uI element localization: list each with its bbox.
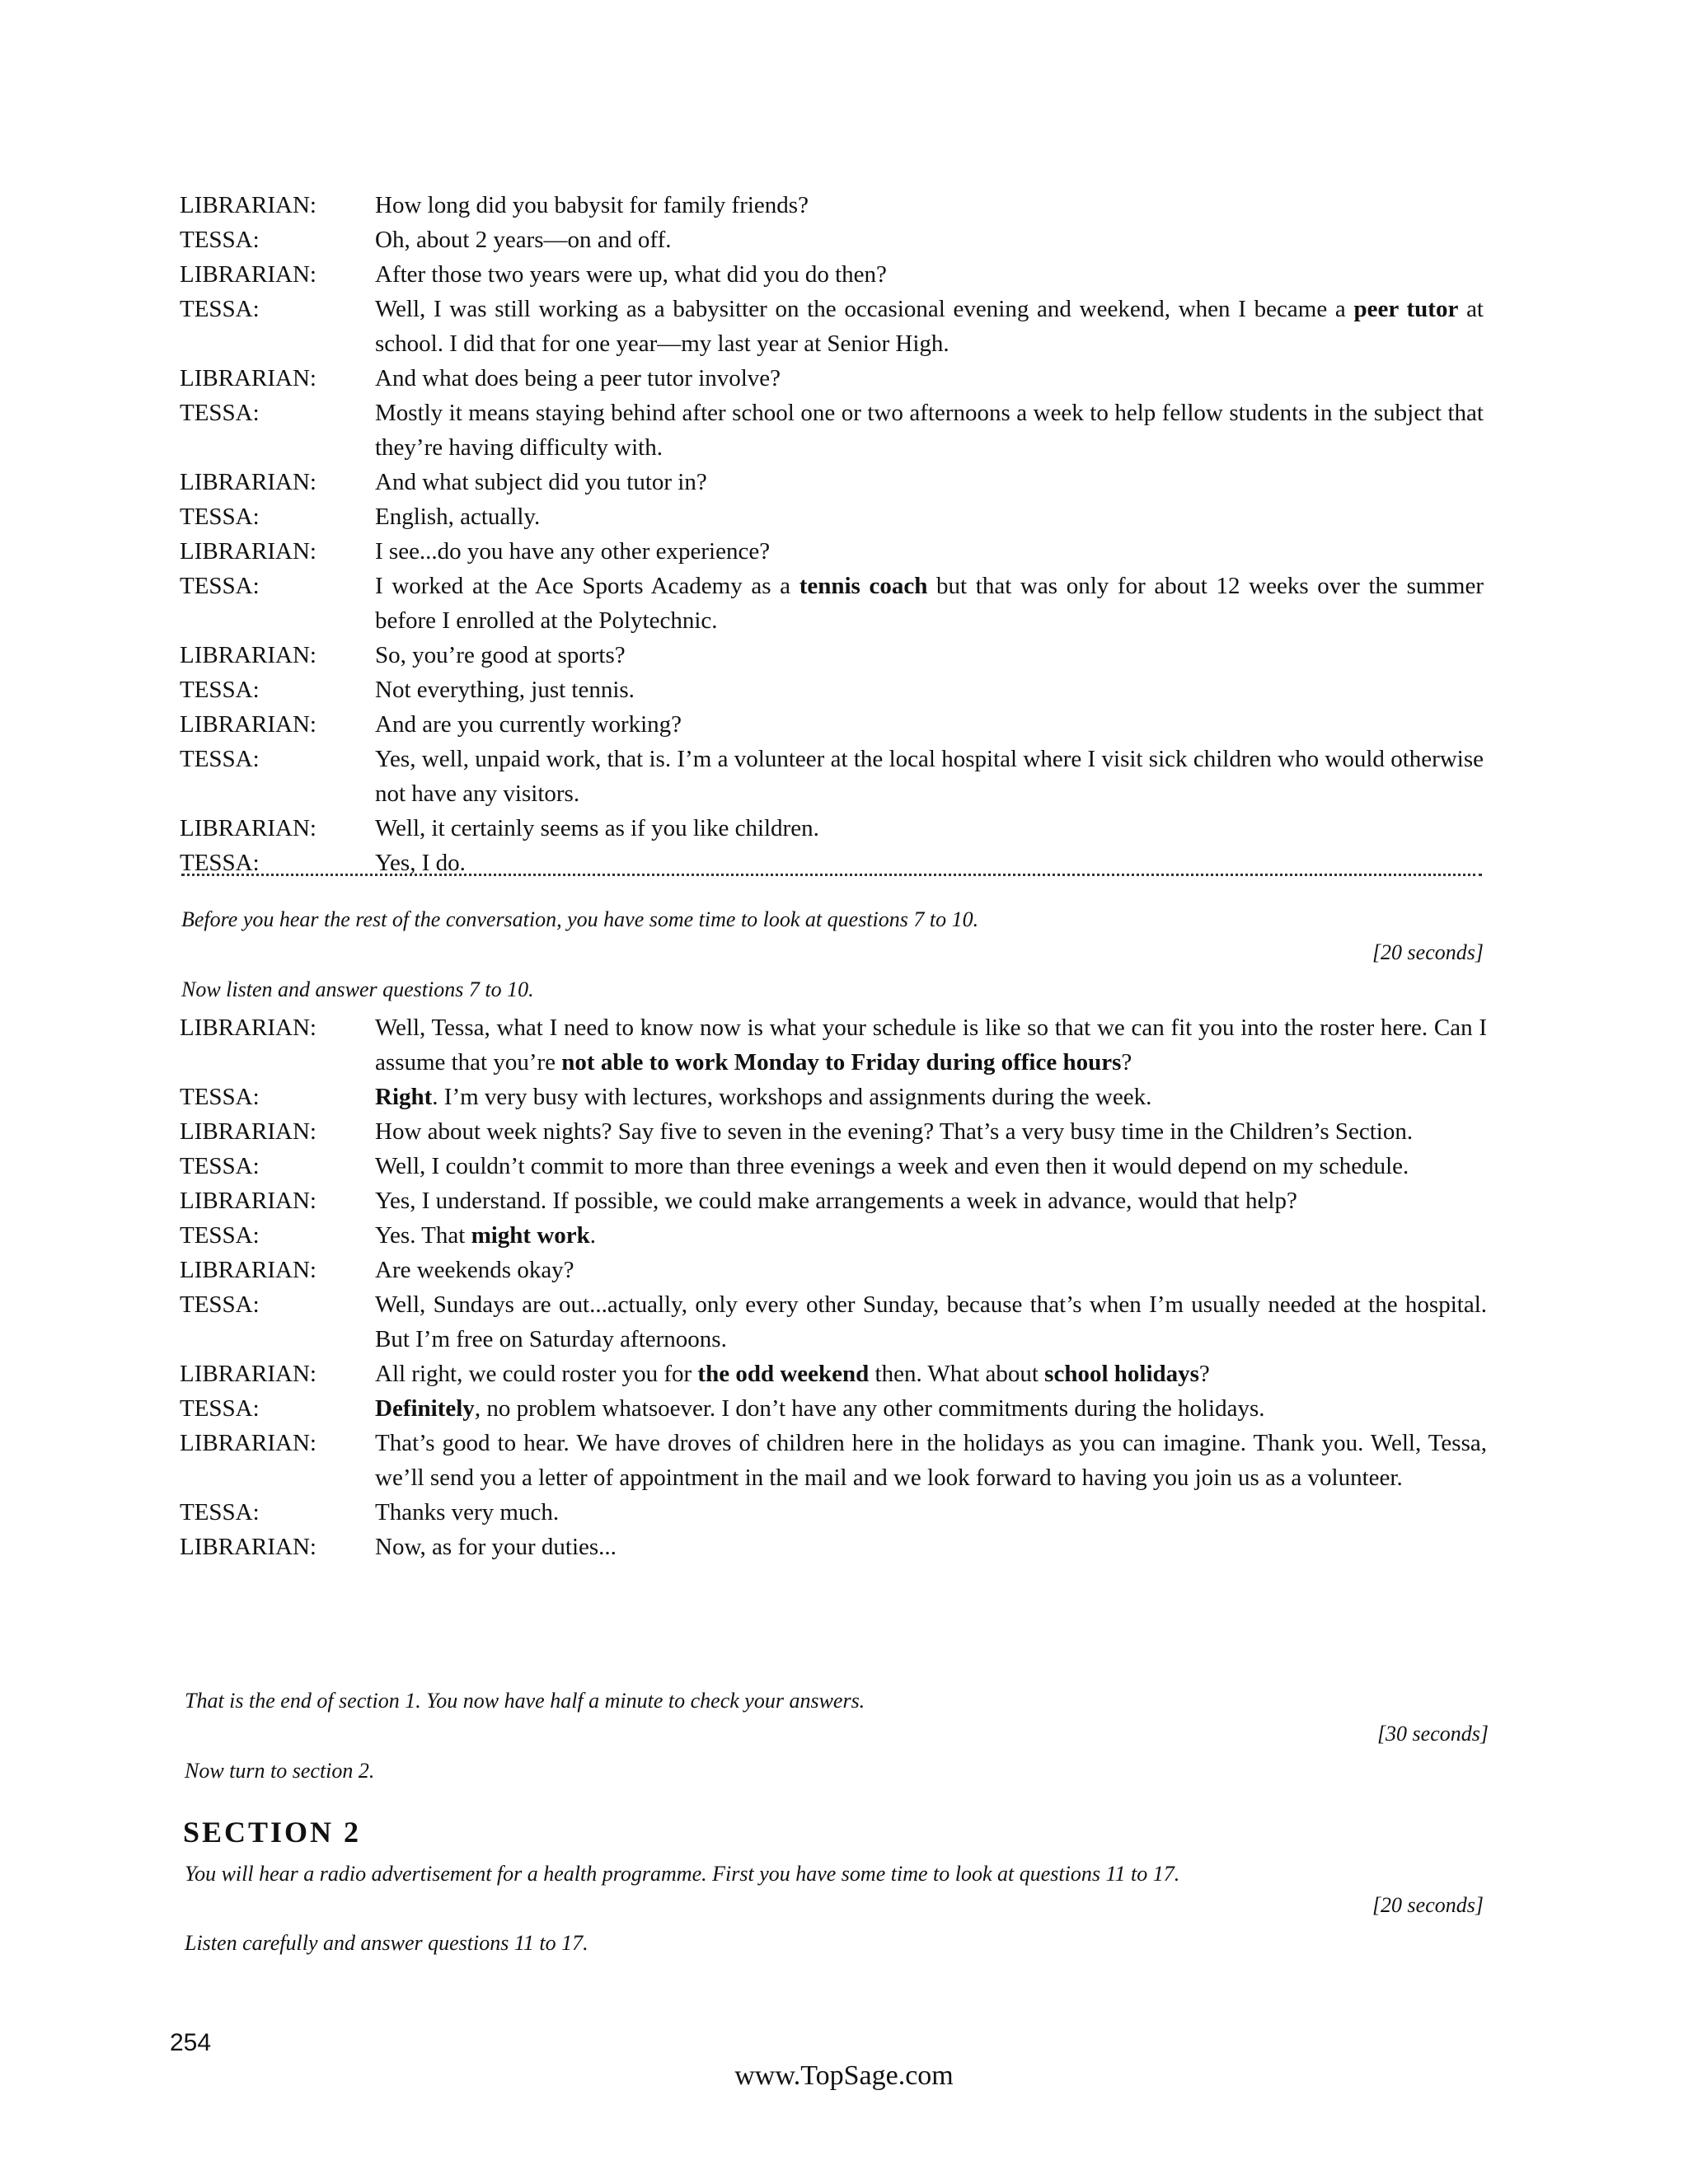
speaker-label: TESSA:: [180, 227, 260, 253]
speaker-label: LIBRARIAN:: [180, 1257, 316, 1283]
text-segment: And what subject did you tutor in?: [375, 469, 707, 495]
speaker-label: TESSA:: [180, 573, 260, 599]
text-segment: . I’m very busy with lectures, workshops and assignments during the week.: [432, 1084, 1152, 1110]
text-segment: I see...do you have any other experience?: [375, 538, 771, 565]
text-segment: Thanks very much.: [375, 1499, 560, 1526]
bold-answer-text: Right: [375, 1084, 433, 1110]
dotted-divider: [181, 874, 1482, 876]
dialogue-text: [375, 1391, 1487, 1426]
dialogue-line: [180, 1010, 1487, 1080]
speaker-label: TESSA:: [180, 746, 260, 772]
dialogue-text: [375, 292, 1484, 361]
text-segment: ?: [1198, 1361, 1210, 1387]
dialogue-line: [180, 673, 1484, 707]
dialogue-line: [180, 396, 1484, 465]
bold-answer-text: might work: [471, 1222, 590, 1249]
dialogue-text: [375, 1183, 1487, 1218]
speaker-label: TESSA:: [180, 296, 260, 322]
text-segment: How about week nights? Say five to seven in the evening? That’s a very busy time in the Children’s Section.: [375, 1118, 1414, 1145]
dialogue-text: [375, 569, 1484, 638]
text-segment: Yes. That: [375, 1222, 471, 1249]
bold-answer-text: school holidays: [1044, 1361, 1199, 1387]
speaker-label: TESSA:: [180, 1222, 260, 1249]
dialogue-line: [180, 811, 1484, 846]
dialogue-text: [375, 742, 1484, 811]
text-segment: at school. I did that for one year—my last year at Senior High.: [375, 296, 1484, 357]
speaker-label: LIBRARIAN:: [180, 1015, 316, 1041]
dialogue-line: [180, 292, 1484, 361]
text-segment: .: [589, 1222, 597, 1249]
dialogue-line: [180, 1357, 1487, 1391]
dialogue-text: [375, 673, 1484, 707]
text-segment: Well, Tessa, what I need to know now is what your schedule is like so that we can fit you into the roster here. Can I assume that you’re: [375, 1015, 1487, 1076]
speaker-label: LIBRARIAN:: [180, 1361, 316, 1387]
speaker-label: LIBRARIAN:: [180, 711, 316, 738]
dialogue-text: [375, 1426, 1487, 1495]
instruction-turn-section-2: Now turn to section 2.: [185, 1759, 375, 1783]
bold-answer-text: tennis coach: [799, 573, 928, 599]
text-segment: All right, we could roster you for: [375, 1361, 698, 1387]
dialogue-text: [375, 465, 1484, 499]
speaker-label: LIBRARIAN:: [180, 261, 316, 288]
speaker-label: LIBRARIAN:: [180, 469, 316, 495]
text-segment: Mostly it means staying behind after school one or two afternoons a week to help fellow students in the subject that they’re having difficulty with.: [375, 400, 1484, 461]
section-heading: SECTION 2: [183, 1816, 362, 1849]
instruction-section-2: You will hear a radio advertisement for a health programme. First you have some time to look at questions 11 to 17.: [185, 1862, 1180, 1886]
text-segment: Well, it certainly seems as if you like children.: [375, 815, 819, 841]
speaker-label: LIBRARIAN:: [180, 1534, 316, 1560]
speaker-label: TESSA:: [180, 400, 260, 426]
dialogue-text: [375, 396, 1484, 465]
dialogue-line: [180, 257, 1484, 292]
dialogue-text: [375, 499, 1484, 534]
speaker-label: LIBRARIAN:: [180, 642, 316, 668]
speaker-label: TESSA:: [180, 1291, 260, 1318]
dialogue-text: [375, 1080, 1487, 1114]
dialogue-text: [375, 223, 1484, 257]
text-segment: Yes, well, unpaid work, that is. I’m a volunteer at the local hospital where I visit sick children who would otherwise not have any visitors.: [375, 746, 1484, 807]
dialogue-line: [180, 742, 1484, 811]
speaker-label: LIBRARIAN:: [180, 1188, 316, 1214]
speaker-label: LIBRARIAN:: [180, 1118, 316, 1145]
text-segment: That’s good to hear. We have droves of children here in the holidays as you can imagine. Thank you. Well, Tessa, we’ll send you a letter of appointment in the mail and we look forward to having you join us as a volunteer.: [375, 1430, 1487, 1491]
website-footer: www.TopSage.com: [734, 2060, 954, 2091]
dialogue-line: [180, 569, 1484, 638]
dialogue-line: [180, 1530, 1487, 1564]
text-segment: English, actually.: [375, 504, 541, 530]
dialogue-text: [375, 811, 1484, 846]
speaker-label: LIBRARIAN:: [180, 365, 316, 391]
dialogue-line: [180, 638, 1484, 673]
speaker-label: LIBRARIAN:: [180, 815, 316, 841]
text-segment: ?: [1121, 1049, 1132, 1076]
dialogue-line: [180, 1183, 1487, 1218]
dialogue-text: [375, 1287, 1487, 1357]
dialogue-text: [375, 1114, 1487, 1149]
dialogue-line: [180, 707, 1484, 742]
text-segment: Well, Sundays are out...actually, only every other Sunday, because that’s when I’m usually needed at the hospital. But I’m free on Saturday afternoons.: [375, 1291, 1487, 1352]
dialogue-text: [375, 361, 1484, 396]
dialogue-line: [180, 534, 1484, 569]
dialogue-line: [180, 499, 1484, 534]
bold-answer-text: Definitely: [375, 1395, 475, 1422]
dialogue-text: [375, 1218, 1487, 1253]
text-segment: but that was only for about 12 weeks over the summer before I enrolled at the Polytechnic.: [375, 573, 1484, 634]
dialogue-text: [375, 638, 1484, 673]
dialogue-line: [180, 1149, 1487, 1183]
timer-30-seconds: [30 seconds]: [1376, 1722, 1489, 1746]
speaker-label: LIBRARIAN:: [180, 1430, 316, 1456]
instruction-look-7-10: Before you hear the rest of the conversation, you have some time to look at questions 7 to 10.: [181, 907, 979, 931]
speaker-label: TESSA:: [180, 1499, 260, 1526]
speaker-label: TESSA:: [180, 1084, 260, 1110]
dialogue-line: [180, 1253, 1487, 1287]
dialogue-text: [375, 1149, 1487, 1183]
dialogue-line: [180, 1495, 1487, 1530]
dialogue-part-1: [180, 188, 1484, 880]
text-segment: Well, I was still working as a babysitter on the occasional evening and weekend, when I became a: [375, 296, 1354, 322]
text-segment: After those two years were up, what did you do then?: [375, 261, 887, 288]
text-segment: Yes, I understand. If possible, we could make arrangements a week in advance, would that help?: [375, 1188, 1297, 1214]
instruction-end-section-1: That is the end of section 1. You now have half a minute to check your answers.: [185, 1689, 865, 1713]
speaker-label: TESSA:: [180, 677, 260, 703]
dialogue-line: [180, 1080, 1487, 1114]
dialogue-part-2: [180, 1010, 1487, 1564]
instruction-answer-7-10: Now listen and answer questions 7 to 10.: [181, 977, 534, 1001]
dialogue-line: [180, 1391, 1487, 1426]
text-segment: Yes, I do.: [375, 850, 466, 876]
dialogue-text: [375, 1495, 1487, 1530]
dialogue-text: [375, 188, 1484, 223]
bold-answer-text: the odd weekend: [697, 1361, 870, 1387]
dialogue-text: [375, 1357, 1487, 1391]
text-segment: And what does being a peer tutor involve?: [375, 365, 781, 391]
bold-answer-text: peer tutor: [1353, 296, 1459, 322]
timer-20-seconds-2: [20 seconds]: [1372, 1893, 1484, 1917]
text-segment: Oh, about 2 years—on and off.: [375, 227, 672, 253]
text-segment: And are you currently working?: [375, 711, 682, 738]
text-segment: Not everything, just tennis.: [375, 677, 635, 703]
text-segment: I worked at the Ace Sports Academy as a: [375, 573, 799, 599]
bold-answer-text: not able to work Monday to Friday during office hours: [561, 1049, 1122, 1076]
timer-20-seconds-1: [20 seconds]: [1372, 940, 1484, 964]
speaker-label: TESSA:: [180, 504, 260, 530]
text-segment: How long did you babysit for family friends?: [375, 192, 809, 218]
dialogue-line: [180, 465, 1484, 499]
dialogue-text: [375, 1530, 1487, 1564]
instruction-listen-11-17: Listen carefully and answer questions 11 to 17.: [185, 1931, 588, 1955]
page-number: 254: [170, 2029, 212, 2056]
text-segment: Now, as for your duties...: [375, 1534, 617, 1560]
speaker-label: LIBRARIAN:: [180, 538, 316, 565]
dialogue-text: [375, 707, 1484, 742]
dialogue-line: [180, 1114, 1487, 1149]
text-segment: So, you’re good at sports?: [375, 642, 626, 668]
speaker-label: TESSA:: [180, 850, 260, 876]
dialogue-text: [375, 534, 1484, 569]
dialogue-line: [180, 1287, 1487, 1357]
dialogue-text: [375, 257, 1484, 292]
dialogue-text: [375, 1010, 1487, 1080]
text-segment: Are weekends okay?: [375, 1257, 574, 1283]
dialogue-text: [375, 1253, 1487, 1287]
dialogue-line: [180, 223, 1484, 257]
dialogue-line: [180, 1218, 1487, 1253]
dialogue-line: [180, 1426, 1487, 1495]
dialogue-line: [180, 361, 1484, 396]
text-segment: then. What about: [869, 1361, 1045, 1387]
text-segment: , no problem whatsoever. I don’t have any other commitments during the holidays.: [474, 1395, 1265, 1422]
text-segment: Well, I couldn’t commit to more than three evenings a week and even then it would depend on my schedule.: [375, 1153, 1409, 1179]
dialogue-line: [180, 188, 1484, 223]
speaker-label: TESSA:: [180, 1395, 260, 1422]
speaker-label: LIBRARIAN:: [180, 192, 316, 218]
speaker-label: TESSA:: [180, 1153, 260, 1179]
